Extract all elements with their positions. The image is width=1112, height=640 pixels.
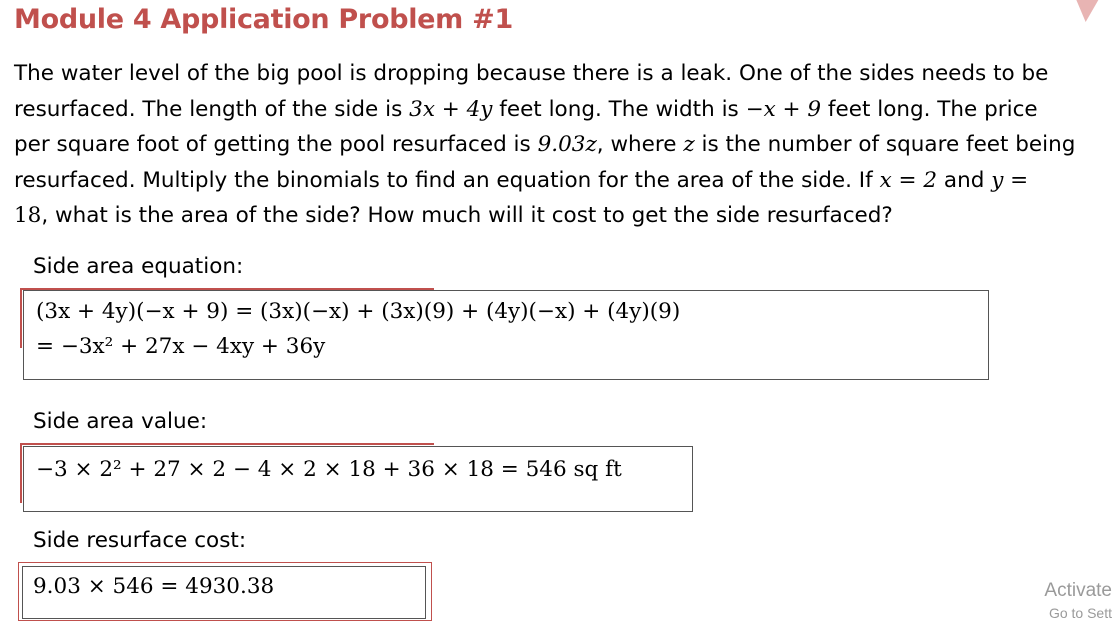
price-expression: 9.03z xyxy=(537,132,597,157)
para-text-6: , where xyxy=(596,132,684,157)
y-value-end: 18 xyxy=(14,203,42,228)
cost-expression: 9.03 × 546 = 4930.38 xyxy=(33,574,275,599)
equation-line-2: = −3x² + 27x − 4xy + 36y xyxy=(36,334,326,359)
z-variable: z xyxy=(683,132,695,157)
para-text-3: feet long. The width is xyxy=(492,96,746,122)
settings-watermark: Go to Sett xyxy=(1048,605,1112,621)
para-text-7: is the number of square feet being xyxy=(694,132,1076,157)
width-expression: −x + 9 xyxy=(745,96,822,122)
para-text-5: per square foot of getting the pool resurfaced is xyxy=(14,132,538,157)
page-title: Module 4 Application Problem #1 xyxy=(14,4,513,35)
problem-paragraph xyxy=(14,56,1099,234)
value-expression: −3 × 2² + 27 × 2 − 4 × 2 × 18 + 36 × 18 = 546 sq ft xyxy=(36,457,622,482)
corner-decoration xyxy=(1064,0,1099,22)
value-box xyxy=(23,446,693,512)
y-value-start: y = xyxy=(991,167,1029,193)
cost-box xyxy=(22,566,426,619)
para-text-9: and xyxy=(937,167,992,193)
equation-label: Side area equation: xyxy=(33,254,244,279)
x-value: x = 2 xyxy=(879,167,938,193)
equation-line-1: (3x + 4y)(−x + 9) = (3x)(−x) + (3x)(9) + (4y)(−x) + (4y)(9) xyxy=(36,299,681,324)
para-text-1: The water level of the big pool is dropping because there is a leak. One of the sides needs to be xyxy=(14,61,1049,86)
para-text-10: , what is the area of the side? How much will it cost to get the side resurfaced? xyxy=(41,203,893,228)
value-label: Side area value: xyxy=(33,409,208,434)
equation-box xyxy=(23,290,989,380)
cost-label: Side resurface cost: xyxy=(33,528,247,553)
para-text-2: resurfaced. The length of the side is xyxy=(14,96,410,122)
para-text-4: feet long. The price xyxy=(821,96,1038,122)
para-text-8: resurfaced. Multiply the binomials to find an equation for the area of the side. If xyxy=(14,167,880,193)
activate-watermark: Activate xyxy=(1044,580,1112,601)
length-expression: 3x + 4y xyxy=(409,96,493,122)
